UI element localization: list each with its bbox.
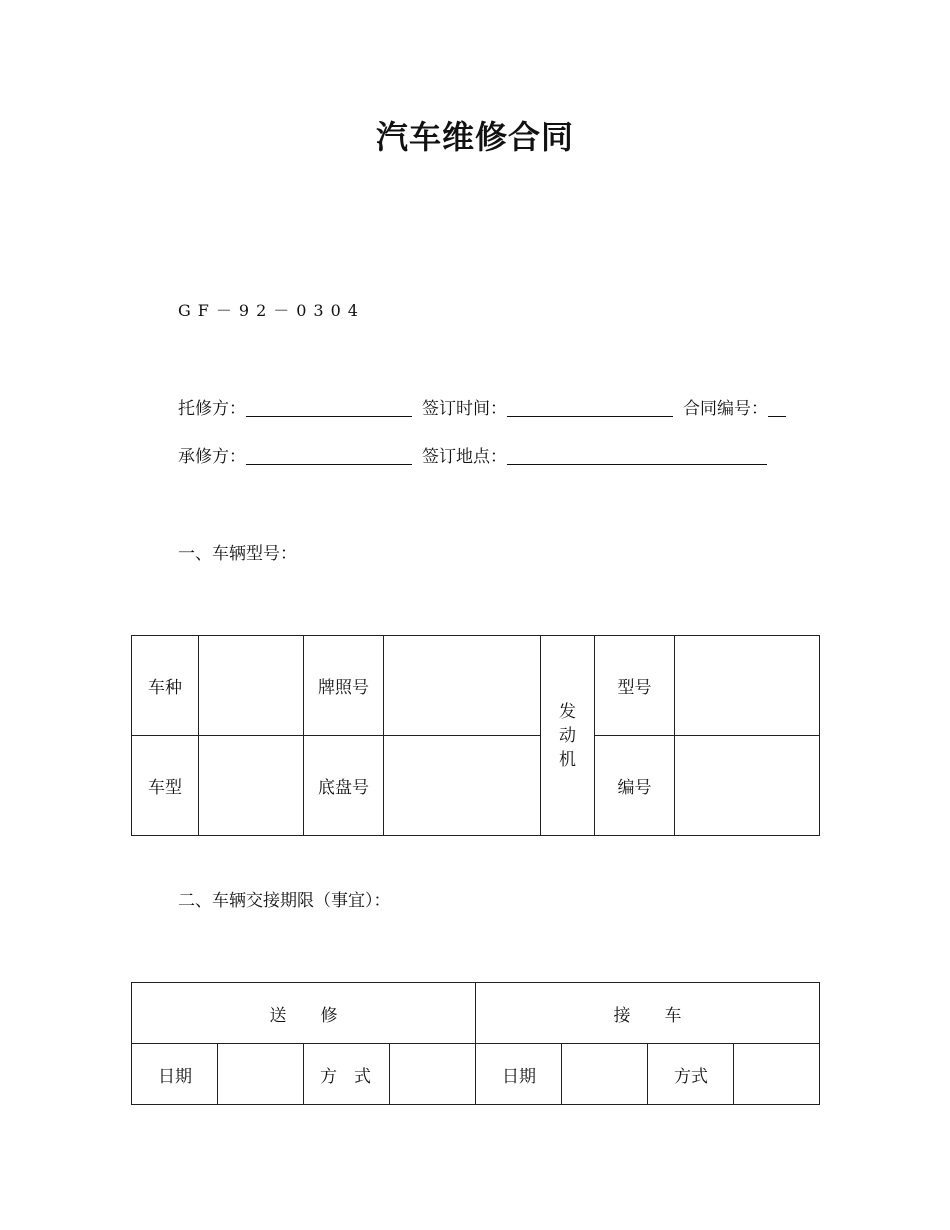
client-label: 托修方： xyxy=(178,399,246,419)
vehicle-type-cell[interactable] xyxy=(199,636,304,736)
model-cell[interactable] xyxy=(675,636,820,736)
vehicle-model-cell[interactable] xyxy=(199,736,304,836)
engine-char: 动 xyxy=(559,725,576,746)
engine-char: 发 xyxy=(559,701,576,722)
send-method-label: 方 式 xyxy=(304,1044,390,1105)
header-row-2 xyxy=(178,442,777,467)
chassis-no-label: 底盘号 xyxy=(304,736,384,836)
plate-no-label: 牌照号 xyxy=(304,636,384,736)
serial-no-cell[interactable] xyxy=(675,736,820,836)
contract-no-field[interactable] xyxy=(768,398,786,417)
sign-time-label: 签订时间： xyxy=(422,399,507,419)
client-field[interactable] xyxy=(246,398,412,417)
sign-time-field[interactable] xyxy=(507,398,673,417)
contract-form-code: GF－92－0304 xyxy=(178,301,365,320)
serial-no-label: 编号 xyxy=(595,736,675,836)
table-row xyxy=(132,736,820,836)
engine-label xyxy=(541,636,595,836)
header-row-1 xyxy=(178,394,786,419)
repairer-label: 承修方： xyxy=(178,447,246,467)
vehicle-type-label: 车种 xyxy=(132,636,199,736)
engine-char: 机 xyxy=(559,749,576,770)
sign-place-label: 签订地点： xyxy=(422,447,507,467)
sign-place-field[interactable] xyxy=(507,446,767,465)
plate-no-cell[interactable] xyxy=(384,636,541,736)
send-repair-header: 送 修 xyxy=(132,983,476,1044)
page-title: 汽车维修合同 xyxy=(375,118,574,156)
chassis-no-cell[interactable] xyxy=(384,736,541,836)
vehicle-model-label: 车型 xyxy=(132,736,199,836)
pickup-method-cell[interactable] xyxy=(734,1044,820,1105)
pickup-header: 接 车 xyxy=(476,983,820,1044)
contract-no-label: 合同编号： xyxy=(683,399,768,419)
table-row xyxy=(132,636,820,736)
send-method-cell[interactable] xyxy=(390,1044,476,1105)
table-row xyxy=(132,1044,820,1105)
vehicle-info-table xyxy=(131,635,820,836)
table-row xyxy=(132,983,820,1044)
pickup-date-cell[interactable] xyxy=(562,1044,648,1105)
repairer-field[interactable] xyxy=(246,446,412,465)
send-date-label: 日期 xyxy=(132,1044,218,1105)
section-2-heading: 二、车辆交接期限（事宜）： xyxy=(178,891,391,911)
model-label: 型号 xyxy=(595,636,675,736)
pickup-method-label: 方式 xyxy=(648,1044,734,1105)
handover-table xyxy=(131,982,820,1105)
section-1-heading: 一、车辆型号： xyxy=(178,544,297,564)
pickup-date-label: 日期 xyxy=(476,1044,562,1105)
send-date-cell[interactable] xyxy=(218,1044,304,1105)
